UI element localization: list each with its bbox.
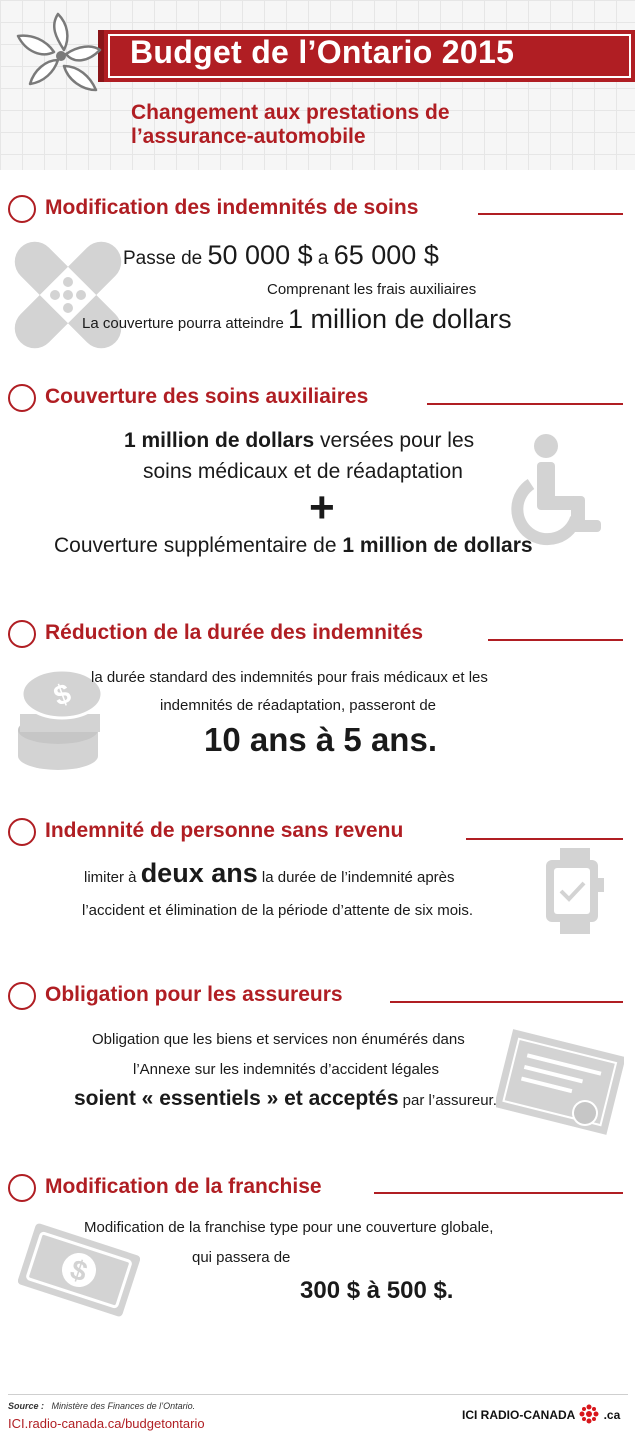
- dollar-bill-icon: [18, 1222, 140, 1318]
- svg-text:$: $: [66, 1253, 92, 1288]
- section-rule: [374, 1192, 623, 1194]
- section-rule: [390, 1001, 623, 1003]
- circle-bullet-icon: [8, 982, 36, 1010]
- source-credit: Source : Ministère des Finances de l’Ontario.: [8, 1401, 196, 1411]
- franchise-highlight: 300 $ à 500 $.: [300, 1277, 454, 1304]
- assureurs-line-3: soient « essentiels » et acceptés par l’assureur.: [74, 1087, 497, 1110]
- soins-amount-line: Passe de 50 000 $ a 65 000 $: [123, 240, 439, 270]
- circle-bullet-icon: [8, 195, 36, 223]
- circle-bullet-icon: [8, 818, 36, 846]
- page-title: Budget de l’Ontario 2015: [130, 34, 515, 70]
- certificate-icon: [496, 1022, 624, 1140]
- duree-line-2: indemnités de réadaptation, passeront de: [160, 697, 437, 714]
- soins-coverage-line: La couverture pourra atteindre 1 million de dollars: [82, 304, 512, 334]
- auxiliaires-line-2: soins médicaux et de réadaptation: [143, 460, 463, 483]
- section-rule: [488, 639, 623, 641]
- duree-line-1: la durée standard des indemnités pour frais médicaux et les: [91, 669, 488, 686]
- sans-revenu-line-2: l’accident et élimination de la période d’attente de six mois.: [82, 902, 474, 919]
- franchise-line-1: Modification de la franchise type pour une couverture globale,: [84, 1219, 494, 1236]
- section-rule: [478, 213, 623, 215]
- page-subtitle: Changement aux prestations de l’assurance-automobile: [131, 101, 450, 148]
- wheelchair-icon: [498, 432, 610, 546]
- footer-divider: [8, 1394, 628, 1395]
- plus-sign: +: [309, 483, 335, 532]
- radio-canada-logo-icon: [579, 1404, 599, 1424]
- watch-icon: [546, 848, 604, 934]
- franchise-line-2: qui passera de: [192, 1249, 291, 1266]
- auxiliaires-line-1: 1 million de dollars versées pour les: [124, 429, 475, 452]
- circle-bullet-icon: [8, 1174, 36, 1202]
- assureurs-line-2: l’Annexe sur les indemnités d’accident légales: [133, 1061, 440, 1078]
- soins-auxiliary-note: Comprenant les frais auxiliaires: [267, 281, 477, 298]
- section-rule: [466, 838, 623, 840]
- section-rule: [427, 403, 623, 405]
- bandage-icon: [8, 236, 128, 354]
- auxiliaires-line-3: Couverture supplémentaire de 1 million de dollars: [54, 534, 533, 557]
- duree-highlight: 10 ans à 5 ans.: [204, 721, 437, 758]
- assureurs-line-1: Obligation que les biens et services non énumérés dans: [92, 1031, 465, 1048]
- radio-canada-brand: ICI RADIO-CANADA .ca: [462, 1404, 620, 1424]
- ontario-trillium-logo: [8, 6, 120, 98]
- footer-url-link[interactable]: ICI.radio-canada.ca/budgetontario: [8, 1416, 205, 1431]
- circle-bullet-icon: [8, 384, 36, 412]
- svg-text:$: $: [49, 677, 75, 712]
- sans-revenu-line-1: limiter à deux ans la durée de l’indemnité après: [84, 858, 455, 888]
- circle-bullet-icon: [8, 620, 36, 648]
